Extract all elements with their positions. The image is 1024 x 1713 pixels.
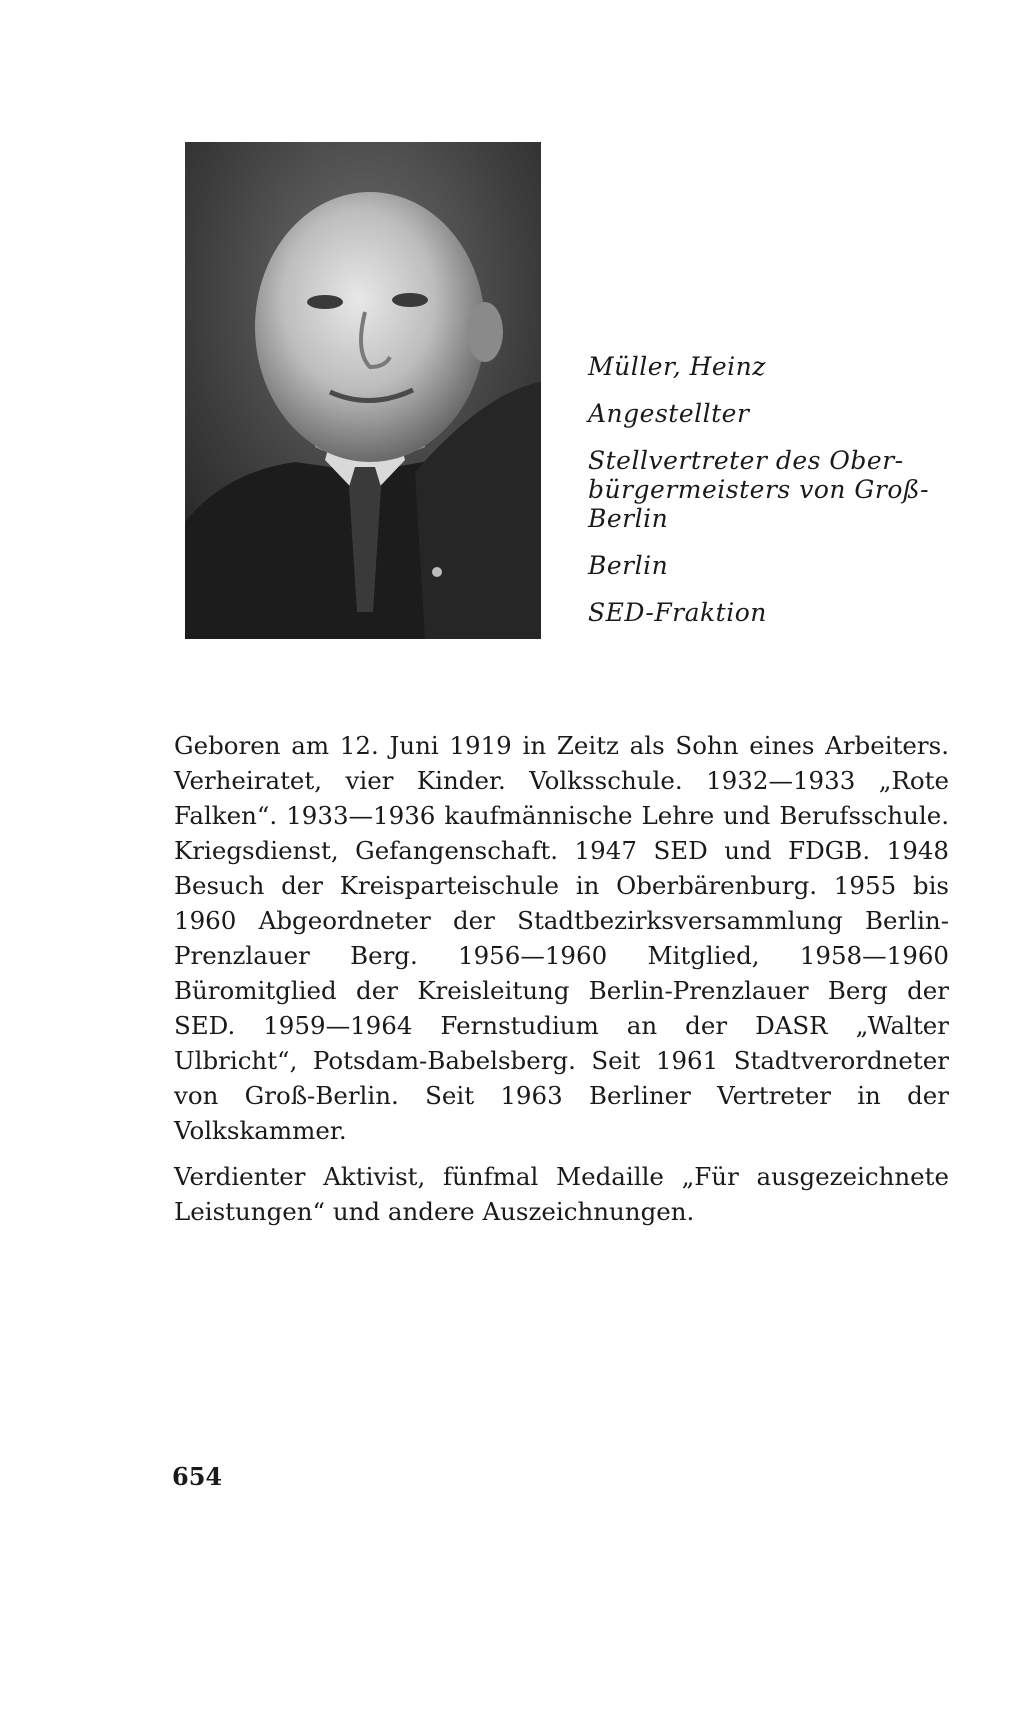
biography-paragraph: Geboren am 12. Juni 1919 in Zeitz als Sohn eines Arbeiters. Verheiratet, vier Kinder. Volksschule. 1932—1933 „Rote Falken“. 1933—1936 kaufmännische Lehre und Berufsschule. Kriegsdienst, Gefangenschaft. 1947 SED und FDGB. 1948 Besuch der Kreisparteischule in Oberbärenburg. 1955 bis 1960 Abgeordneter der Stadtbezirksversammlung Berlin-Prenzlauer Berg. 1956—1960 Mitglied, 1958—1960 Büromitglied der Kreisleitung Berlin-Prenzlauer Berg der SED. 1959—1964 Fernstudium an der DASR „Walter Ulbricht“, Potsdam-Babelsberg. Seit 1961 Stadtverordneter von Groß-Berlin. Seit 1963 Berliner Vertreter in der Volkskammer. [174, 731, 949, 1145]
position-line: Berlin [588, 504, 669, 533]
person-faction: SED-Fraktion [588, 598, 767, 627]
position-line: Stellvertreter des Ober- [588, 446, 904, 475]
person-residence: Berlin [588, 551, 669, 580]
person-occupation: Angestellter [588, 399, 750, 428]
portrait-illustration [185, 142, 541, 639]
person-name: Müller, Heinz [588, 352, 766, 381]
portrait-photo [185, 142, 541, 639]
biography [174, 728, 949, 1229]
person-info [588, 352, 948, 645]
position-line: bürgermeisters von Groß- [588, 475, 930, 504]
awards-paragraph: Verdienter Aktivist, fünfmal Medaille „Für ausgezeichnete Leistungen“ und andere Auszeichnungen. [174, 1162, 949, 1226]
person-position [588, 446, 948, 533]
page-number: 654 [172, 1462, 223, 1491]
